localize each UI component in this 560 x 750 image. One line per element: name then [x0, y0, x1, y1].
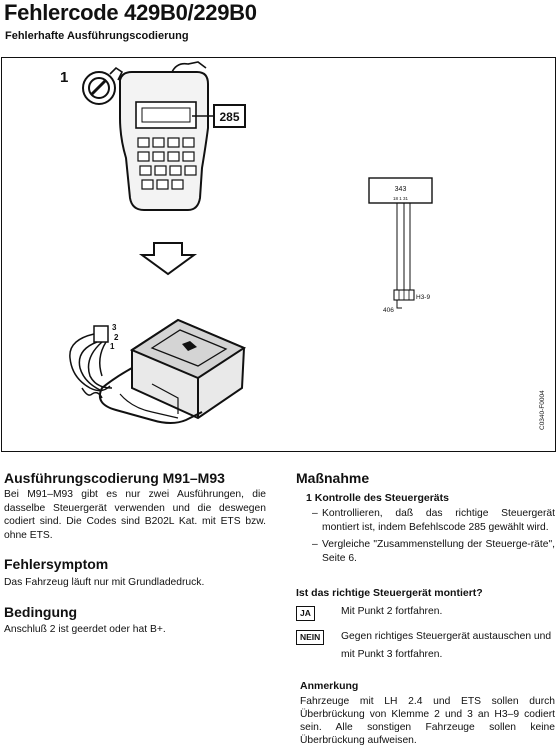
- note-text: Fahrzeuge mit LH 2.4 und ETS sollen durch Überbrückung von Klemme 2 und 3 an H3–9 codiert sein. Alle sonstigen Fahrzeuge sollen keine Überbrückung aufweisen.: [300, 696, 555, 746]
- page-subtitle: Fehlerhafte Ausführungscodierung: [5, 30, 189, 42]
- section-text-fehlersymptom: Das Fahrzeug läuft nur mit Grundladedruck.: [4, 577, 205, 588]
- ignition-key-icon: [83, 68, 122, 104]
- connector-pin-3: 3: [112, 323, 117, 332]
- ecu-pin-label: 343: [394, 186, 407, 193]
- nein-tag: NEIN: [296, 630, 324, 645]
- bullet-item: – Kontrollieren, daß das richtige Steuergerät montiert ist, indem Befehlscode 285 gewählt wird.: [312, 507, 555, 534]
- figure-frame: [1, 57, 556, 452]
- connector-pin-2: 2: [114, 333, 119, 342]
- nein-text: Gegen richtiges Steuergerät austauschen und mit Punkt 3 fortfahren.: [341, 631, 552, 660]
- ja-tag: JA: [296, 606, 315, 621]
- nein-option: [296, 627, 324, 645]
- ecu-pin-detail: 18 1 31: [392, 196, 409, 201]
- step-bullet-list: [312, 507, 555, 569]
- arrow-down-icon: [142, 243, 194, 274]
- section-heading-bedingung: Bedingung: [4, 604, 78, 620]
- bullet-item: – Vergleiche "Zusammenstellung der Steuerge-räte", Seite 6.: [312, 538, 555, 565]
- wiring-harness-icon: [70, 326, 112, 398]
- page-title: Fehlercode 429B0/229B0: [4, 0, 257, 25]
- control-unit-icon: [100, 320, 244, 423]
- section-heading-codierung: Ausführungscodierung M91–M93: [4, 470, 225, 486]
- diagram-illustration: [2, 58, 555, 451]
- ja-option: [296, 603, 315, 621]
- wire-label: 406: [383, 307, 394, 314]
- question-text: Ist das richtige Steuergerät montiert?: [296, 587, 483, 599]
- figure-id: C0340-F0004: [539, 390, 546, 430]
- ja-text: Mit Punkt 2 fortfahren.: [341, 606, 443, 617]
- section-heading-massnahme: Maßnahme: [296, 470, 370, 486]
- code-display-value: 285: [219, 110, 240, 124]
- connector-pin-1: 1: [110, 342, 115, 351]
- note-heading: Anmerkung: [300, 680, 359, 692]
- step-title: 1 Kontrolle des Steuergeräts: [306, 492, 449, 504]
- handheld-tester-icon: [120, 62, 208, 210]
- wiring-schematic: [369, 178, 432, 314]
- section-text-codierung: Bei M91–M93 gibt es nur zwei Ausführungen, die dasselbe Steuergerät verwenden und die deswegen codiert sind. Die Codes sind B202L Kat. mit ETS bzw. ohne ETS.: [4, 489, 266, 541]
- section-heading-fehlersymptom: Fehlersymptom: [4, 556, 109, 572]
- connector-label: H3-9: [416, 294, 431, 301]
- section-text-bedingung: Anschluß 2 ist geerdet oder hat B+.: [4, 624, 166, 635]
- step-number: 1: [60, 69, 69, 86]
